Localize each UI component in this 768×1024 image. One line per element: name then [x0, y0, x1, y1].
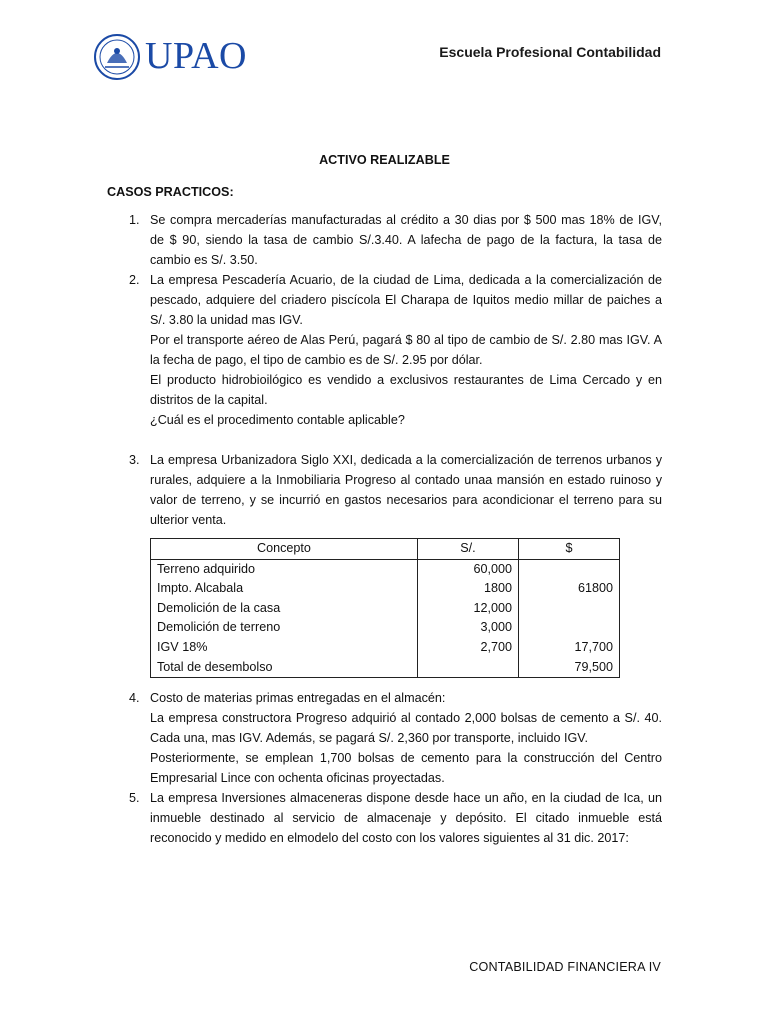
page-footer: CONTABILIDAD FINANCIERA IV — [469, 960, 661, 974]
case-paragraph: Se compra mercaderías manufacturadas al crédito a 30 dias por $ 500 mas 18% de IGV, de $ 90, siendo la tasa de cambio S/.3.40. A lafecha de pago de la factura, la tasa de cambio es S/. 3.50. — [150, 213, 662, 267]
case-paragraph: Posteriormente, se emplean 1,700 bolsas de cemento para la construcción del Centro Empresarial Lince con ochenta oficinas proyectadas. — [150, 751, 662, 786]
table-cell — [417, 658, 518, 678]
table-row — [151, 599, 620, 619]
table-cell: Impto. Alcabala — [157, 581, 244, 596]
column-header-concepto: Concepto — [151, 539, 418, 560]
case-paragraph: El producto hidrobioilógico es vendido a exclusivos restaurantes de Lima Cercado y en distritos de la capital. — [150, 373, 662, 407]
case-item-3 — [107, 450, 662, 530]
table-cell: IGV 18% — [157, 639, 208, 654]
table-cell: 1800 — [417, 579, 518, 599]
table-cell: Total de desembolso — [157, 659, 273, 674]
document-title: ACTIVO REALIZABLE — [319, 153, 450, 167]
case-item-1 — [107, 210, 662, 270]
section-subtitle: CASOS PRACTICOS: — [107, 185, 234, 199]
table-header-row — [151, 539, 620, 560]
table-row — [151, 579, 620, 599]
case-paragraph: La empresa Pescadería Acuario, de la ciudad de Lima, dedicada a la comercialización de pescado, adquiere del criadero piscícola El Charapa de Iquitos medio millar de paiches a S/. 3.80 la unidad mas IGV. — [150, 273, 662, 327]
table-cell — [518, 599, 619, 619]
table-cell — [518, 618, 619, 638]
case-paragraph: La empresa Inversiones almaceneras dispone desde hace un año, en la ciudad de Ica, un inmueble destinado al servicio de almacenaje y depósito. El citado inmueble está reconocido y medido en elmodelo del costo con los valores siguientes al 31 dic. 2017: — [150, 791, 662, 846]
table-cell: 12,000 — [417, 599, 518, 619]
case-paragraph: La empresa constructora Progreso adquirió al contado 2,000 bolsas de cemento a S/. 40. Cada una, mas IGV. Además, se pagará S/. 2,360 por transporte, incluido IGV. — [150, 711, 662, 746]
table-cell: Demolición de terreno — [157, 620, 281, 635]
document-body — [107, 150, 662, 848]
table-cell: 2,700 — [417, 638, 518, 658]
upao-logo — [93, 33, 253, 83]
case-paragraph: Costo de materias primas entregadas en el almacén: — [150, 691, 446, 706]
school-name: Escuela Profesional Contabilidad — [439, 44, 661, 60]
cost-table — [150, 538, 620, 678]
table-row — [151, 638, 620, 658]
case-number: 2. — [129, 273, 140, 287]
case-paragraph: ¿Cuál es el procedimento contable aplicable? — [150, 413, 405, 427]
logo-text: UPAO — [145, 35, 247, 77]
page-header — [0, 0, 768, 100]
case-number: 5. — [129, 791, 140, 806]
table-row — [151, 658, 620, 678]
table-row — [151, 618, 620, 638]
case-paragraph: Por el transporte aéreo de Alas Perú, pagará $ 80 al tipo de cambio de S/. 2.80 mas IGV. A la fecha de pago, el tipo de cambio es de S/. 2.95 por dólar. — [150, 333, 662, 367]
case-paragraph: La empresa Urbanizadora Siglo XXI, dedicada a la comercialización de terrenos urbanos y rurales, adquiere a la Inmobiliaria Progreso al contado unaa mansión en estado ruinoso y valor de terreno, y se incurrió en gastos necesarios para acondicionar el terreno para su ulterior venta. — [150, 453, 662, 527]
case-item-2 — [107, 270, 662, 430]
case-item-5 — [107, 788, 662, 848]
case-number: 4. — [129, 691, 140, 706]
case-number: 1. — [129, 213, 140, 227]
column-header-soles: S/. — [417, 539, 518, 560]
table-cell: 60,000 — [417, 559, 518, 579]
table-cell: 79,500 — [518, 658, 619, 678]
table-cell: Terreno adquirido — [157, 561, 256, 576]
table-cell: 17,700 — [518, 638, 619, 658]
table-cell: Demolición de la casa — [157, 600, 281, 615]
case-item-4 — [107, 688, 662, 788]
table-cell: 61800 — [518, 579, 619, 599]
table-row — [151, 559, 620, 579]
column-header-dollars: $ — [518, 539, 619, 560]
case-number: 3. — [129, 453, 140, 467]
table-cell: 3,000 — [417, 618, 518, 638]
university-seal-icon — [93, 33, 141, 81]
table-cell — [518, 559, 619, 579]
